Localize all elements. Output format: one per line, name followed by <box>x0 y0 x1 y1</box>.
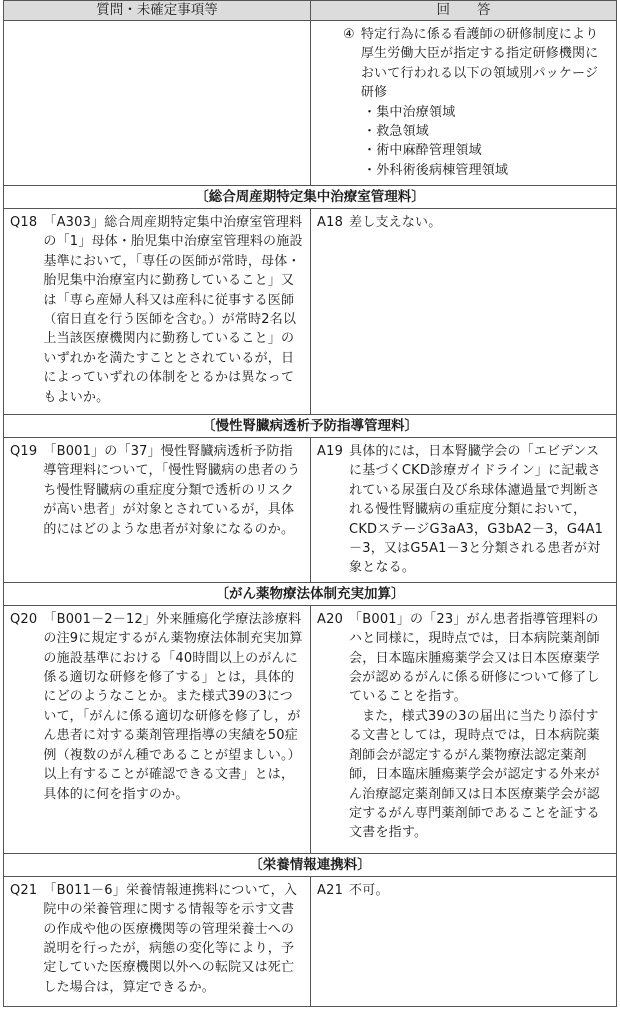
section-header-row <box>4 186 617 209</box>
answer-text: 具体的には，日本腎臓学会の「エビデンスに基づくCKD診療ガイドライン」に記載されている尿蛋白及び糸球体濾過量で判断される慢性腎臓病の重症度分類において，CKDステージG3aA3，G3bA2－3，G4A1－3，又はG5A1－3と分類される患者が対象となる。 <box>349 444 604 576</box>
domain-list <box>317 103 610 181</box>
header-row <box>4 1 617 21</box>
question-text: 「B001－2－12」外来腫瘍化学療法診療料の注9に規定するがん薬物療法体制充実加算の施設基準における「40時間以上のがんに係る適切な研修を修了する」とは，具体的にどのようなことか。また様式39の3について，「がんに係る適切な研修を修了し，がん患者に対する薬剤管理指導の実績を50症例（複数のがん種であることが望ましい。）以上有することが確認できる文書」とは，具体的に何を指すのか。 <box>43 611 303 802</box>
qa-table <box>3 0 617 1007</box>
question-column-header: 質問・未確定事項等 <box>4 1 311 21</box>
question-number: Q21 <box>10 882 38 898</box>
question-number: Q19 <box>10 444 38 459</box>
question-cell <box>4 605 311 853</box>
answer-text: 不可。 <box>349 882 389 898</box>
top-continuation-row <box>4 21 617 186</box>
list-item: ・救急領域 <box>363 124 430 140</box>
section-title: 〔総合周産期特定集中治療室管理料〕 <box>4 186 617 209</box>
answer-number: A21 <box>317 882 344 898</box>
answer-column-header: 回 答 <box>311 1 617 21</box>
answer-item-number: ④ <box>343 27 355 42</box>
empty-question-cell <box>4 21 311 186</box>
section-title: 〔栄養情報連携料〕 <box>4 853 617 876</box>
answer-paragraph: 「B001」の「23」がん患者指導管理料のハと同様に，現時点では，日本病院薬剤師会，日本臨床腫瘍薬学会又は日本医療薬学会が認めるがんに係る研修について修了していることを指す。 <box>349 611 600 705</box>
answer-cell <box>311 21 617 186</box>
section-header-row <box>4 853 617 876</box>
section-title: 〔慢性腎臓病透析予防指導管理料〕 <box>4 415 617 438</box>
section-header-row <box>4 582 617 605</box>
answer-number: A20 <box>317 611 344 627</box>
qa-row <box>4 438 617 583</box>
answer-cell <box>311 438 617 583</box>
section-header-row <box>4 415 617 438</box>
question-cell <box>4 876 311 1006</box>
answer-number: A18 <box>317 215 344 230</box>
qa-row <box>4 876 617 1006</box>
question-cell <box>4 209 311 415</box>
answer-cell <box>311 876 617 1006</box>
list-item: ・術中麻酔管理領域 <box>363 143 482 159</box>
question-text: 「A303」総合周産期特定集中治療室管理料の「1」母体・胎児集中治療室管理料の施設基準において，「専任の医師が常時，母体・胎児集中治療室内に勤務していること」又は「専ら産婦人科又は産科に従事する医師（宿日直を行う医師を含む。）が常時2名以上当該医療機関内に勤務していること」のいずれかを満たすこととされているが，日によっていずれの体制をとるかは異なってもよいか。 <box>43 215 303 405</box>
list-item: ・外科術後病棟管理領域 <box>363 162 509 178</box>
answer-cell <box>311 605 617 853</box>
answer-paragraph: また，様式39の3の届出に当たり添付する文書としては，現時点では，日本病院薬剤師会が認定するがん薬物療法認定薬剤師，日本臨床腫瘍薬学会が認定する外来がん治療認定薬剤師又は日本医療薬学会が認定するがん専門薬剤師であることを証する文書を指す。 <box>349 708 600 841</box>
question-number: Q20 <box>10 611 38 627</box>
question-cell <box>4 438 311 583</box>
section-title: 〔がん薬物療法体制充実加算〕 <box>4 582 617 605</box>
question-text: 「B011－6」栄養情報連携料について，入院中の栄養管理に関する情報等を示す文書の作成や他の医療機関等の管理栄養士への説明を行ったが，病態の変化等により，予定していた医療機関以外への転院又は死亡した場合は，算定できるか。 <box>43 882 298 995</box>
qa-row <box>4 605 617 853</box>
answer-text: 特定行為に係る看護師の研修制度により厚生労働大臣が指定する指定研修機関において行われる以下の領域別パッケージ研修 <box>360 27 599 101</box>
list-item: ・集中治療領域 <box>363 104 456 120</box>
qa-row <box>4 209 617 415</box>
answer-text: 差し支えない。 <box>349 215 442 230</box>
answer-cell <box>311 209 617 415</box>
question-number: Q18 <box>10 215 38 230</box>
answer-number: A19 <box>317 444 344 459</box>
question-text: 「B001」の「37」慢性腎臓病透析予防指導管理料について，「慢性腎臓病の患者のうち慢性腎臓病の重症度分類で透析のリスクが高い患者」が対象とされているが，具体的にはどのような患者が対象になるのか。 <box>43 444 301 537</box>
